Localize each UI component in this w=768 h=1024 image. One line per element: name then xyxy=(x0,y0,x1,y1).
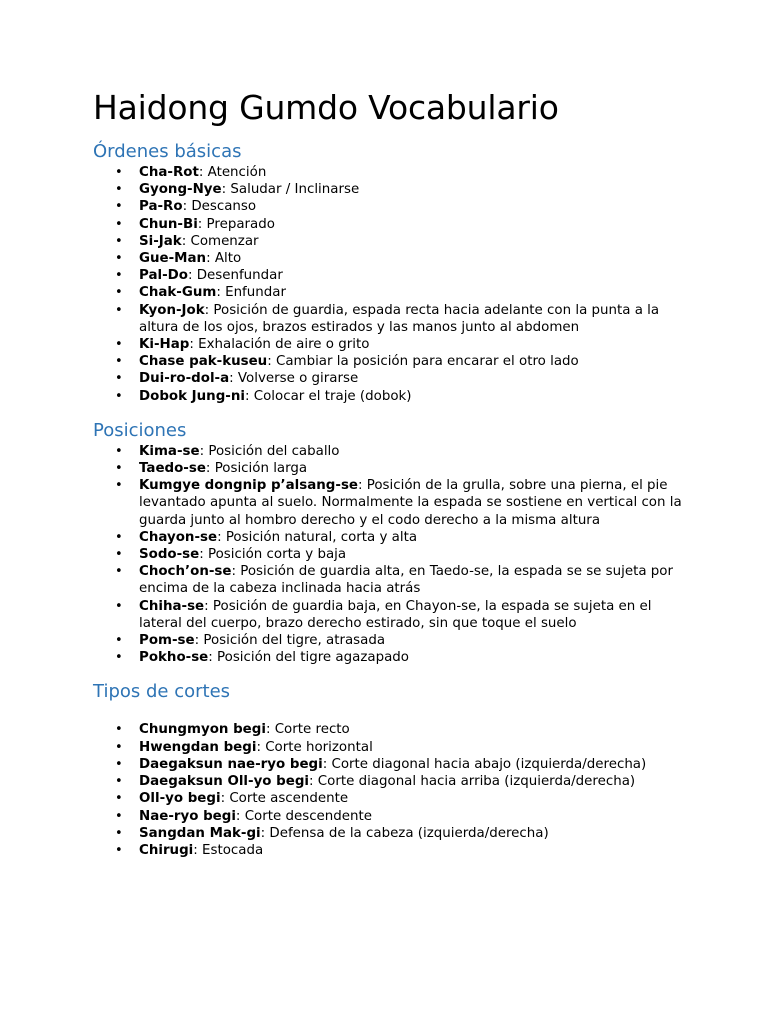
vocab-term: Gyong-Nye xyxy=(139,182,222,198)
vocab-definition: : Posición de la grulla, sobre una pierna, el pie levantado apunta al suelo. Normalmente la espada se sostiene en vertical con la guarda junto al hombro derecho y el codo derecho a la misma altura xyxy=(139,478,682,528)
vocab-definition: : Posición de guardia baja, en Chayon-se, la espada se sujeta en el lateral del cuerpo, brazo derecho estirado, sin que toque el suelo xyxy=(139,598,652,631)
vocab-definition: : Posición de guardia, espada recta hacia adelante con la punta a la altura de los ojos, brazos estirados y las manos junto al abdomen xyxy=(139,302,660,335)
vocab-definition: : Posición larga xyxy=(205,461,308,477)
document-page xyxy=(93,86,693,859)
vocab-definition: : Estocada xyxy=(193,842,264,858)
bullet-icon: • xyxy=(115,825,123,841)
vocab-definition: : Corte horizontal xyxy=(256,739,373,755)
list-item xyxy=(93,649,685,666)
vocab-term: Taedo-se xyxy=(139,461,206,477)
list-item xyxy=(93,721,685,738)
vocab-definition: : Enfundar xyxy=(216,285,286,301)
list-item xyxy=(93,739,685,756)
list-item xyxy=(93,353,685,370)
vocab-term: Pa-Ro xyxy=(139,199,183,215)
vocab-term: Sangdan Mak-gi xyxy=(139,825,261,841)
list-item xyxy=(93,388,685,405)
list-item xyxy=(93,756,685,773)
bullet-icon: • xyxy=(115,285,123,301)
vocab-definition: : Exhalación de aire o grito xyxy=(189,337,370,353)
section-heading-cortes: Tipos de cortes xyxy=(93,681,231,703)
vocab-term: Chirugi xyxy=(139,842,194,858)
vocab-definition: : Posición de guardia alta, en Taedo-se, la espada se se sujeta por encima de la cabeza inclinada hacia atrás xyxy=(139,564,674,597)
list-item xyxy=(93,284,685,301)
vocab-definition: : Defensa de la cabeza (izquierda/derecha) xyxy=(260,825,549,841)
bullet-icon: • xyxy=(115,564,123,580)
vocab-definition: : Corte diagonal hacia arriba (izquierda/derecha) xyxy=(309,774,636,790)
vocab-term: Si-Jak xyxy=(139,233,182,249)
bullet-icon: • xyxy=(115,388,123,404)
vocab-definition: : Cambiar la posición para encarar el otro lado xyxy=(267,354,579,370)
vocab-definition: : Corte diagonal hacia abajo (izquierda/derecha) xyxy=(322,756,647,772)
vocab-definition: : Descanso xyxy=(182,199,257,215)
bullet-icon: • xyxy=(115,650,123,666)
bullet-icon: • xyxy=(115,337,123,353)
list-item xyxy=(93,632,685,649)
list-ordenes xyxy=(93,164,693,405)
vocab-definition: : Corte ascendente xyxy=(220,791,349,807)
list-item xyxy=(93,460,685,477)
bullet-icon: • xyxy=(115,529,123,545)
bullet-icon: • xyxy=(115,199,123,215)
bullet-icon: • xyxy=(115,371,123,387)
vocab-term: Chungmyon begi xyxy=(139,722,266,738)
vocab-term: Kima-se xyxy=(139,443,200,459)
bullet-icon: • xyxy=(115,182,123,198)
bullet-icon: • xyxy=(115,791,123,807)
vocab-term: Sodo-se xyxy=(139,547,200,563)
vocab-term: Chase pak-kuseu xyxy=(139,354,268,370)
bullet-icon: • xyxy=(115,354,123,370)
bullet-icon: • xyxy=(115,478,123,494)
list-posiciones xyxy=(93,443,693,667)
vocab-term: Chiha-se xyxy=(139,598,205,614)
vocab-term: Nae-ryo begi xyxy=(139,808,236,824)
bullet-icon: • xyxy=(115,547,123,563)
list-item xyxy=(93,302,685,336)
list-item xyxy=(93,198,685,215)
list-item xyxy=(93,477,685,529)
list-item xyxy=(93,250,685,267)
vocab-term: Ki-Hap xyxy=(139,337,190,353)
vocab-definition: : Desenfundar xyxy=(187,268,283,284)
bullet-icon: • xyxy=(115,808,123,824)
bullet-icon: • xyxy=(115,268,123,284)
vocab-definition: : Colocar el traje (dobok) xyxy=(244,388,412,404)
bullet-icon: • xyxy=(115,302,123,318)
bullet-icon: • xyxy=(115,774,123,790)
vocab-term: Kyon-Jok xyxy=(139,302,205,318)
bullet-icon: • xyxy=(115,461,123,477)
bullet-icon: • xyxy=(115,633,123,649)
list-item xyxy=(93,790,685,807)
list-item xyxy=(93,598,685,632)
list-item xyxy=(93,370,685,387)
bullet-icon: • xyxy=(115,251,123,267)
list-item xyxy=(93,336,685,353)
vocab-term: Kumgye dongnip p’alsang-se xyxy=(139,478,358,494)
list-item xyxy=(93,808,685,825)
list-item xyxy=(93,233,685,250)
list-item xyxy=(93,164,685,181)
vocab-definition: : Atención xyxy=(198,165,267,180)
vocab-definition: : Alto xyxy=(206,251,242,267)
vocab-term: Chayon-se xyxy=(139,529,218,545)
vocab-term: Dui-ro-dol-a xyxy=(139,371,230,387)
vocab-term: Chak-Gum xyxy=(139,285,217,301)
vocab-term: Hwengdan begi xyxy=(139,739,257,755)
bullet-icon: • xyxy=(115,739,123,755)
list-item xyxy=(93,842,685,859)
vocab-term: Cha-Rot xyxy=(139,165,199,180)
list-item xyxy=(93,546,685,563)
list-item xyxy=(93,181,685,198)
vocab-definition: : Comenzar xyxy=(181,233,259,249)
vocab-definition: : Saludar / Inclinarse xyxy=(221,182,360,198)
bullet-icon: • xyxy=(115,756,123,772)
bullet-icon: • xyxy=(115,842,123,858)
vocab-term: Pokho-se xyxy=(139,650,209,666)
list-item xyxy=(93,773,685,790)
bullet-icon: • xyxy=(115,216,123,232)
vocab-definition: : Posición del tigre agazapado xyxy=(208,650,409,666)
bullet-icon: • xyxy=(115,598,123,614)
vocab-term: Chun-Bi xyxy=(139,216,198,232)
section-heading-posiciones: Posiciones xyxy=(93,419,187,441)
page-title: Haidong Gumdo Vocabulario xyxy=(93,88,559,127)
vocab-term: Choch’on-se xyxy=(139,564,232,580)
bullet-icon: • xyxy=(115,443,123,459)
vocab-definition: : Posición corta y baja xyxy=(199,547,347,563)
vocab-term: Pal-Do xyxy=(139,268,188,284)
list-cortes xyxy=(93,721,693,859)
vocab-definition: : Corte descendente xyxy=(235,808,372,824)
bullet-icon: • xyxy=(115,722,123,738)
section-heading-ordenes: Órdenes básicas xyxy=(93,141,242,162)
vocab-term: Dobok Jung-ni xyxy=(139,388,245,404)
vocab-term: Oll-yo begi xyxy=(139,791,221,807)
vocab-definition: : Posición del tigre, atrasada xyxy=(194,633,386,649)
vocab-definition: : Volverse o girarse xyxy=(229,371,359,387)
vocab-term: Pom-se xyxy=(139,633,195,649)
vocab-definition: : Preparado xyxy=(197,216,275,232)
list-item xyxy=(93,216,685,233)
list-item xyxy=(93,825,685,842)
list-item xyxy=(93,529,685,546)
list-item xyxy=(93,443,685,460)
vocab-term: Daegaksun Oll-yo begi xyxy=(139,774,310,790)
vocab-term: Gue-Man xyxy=(139,251,207,267)
vocab-definition: : Posición natural, corta y alta xyxy=(217,529,418,545)
bullet-icon: • xyxy=(115,165,123,180)
vocab-definition: : Posición del caballo xyxy=(199,443,340,459)
vocab-definition: : Corte recto xyxy=(265,722,350,738)
bullet-icon: • xyxy=(115,233,123,249)
list-item xyxy=(93,267,685,284)
vocab-term: Daegaksun nae-ryo begi xyxy=(139,756,323,772)
list-item xyxy=(93,563,685,597)
